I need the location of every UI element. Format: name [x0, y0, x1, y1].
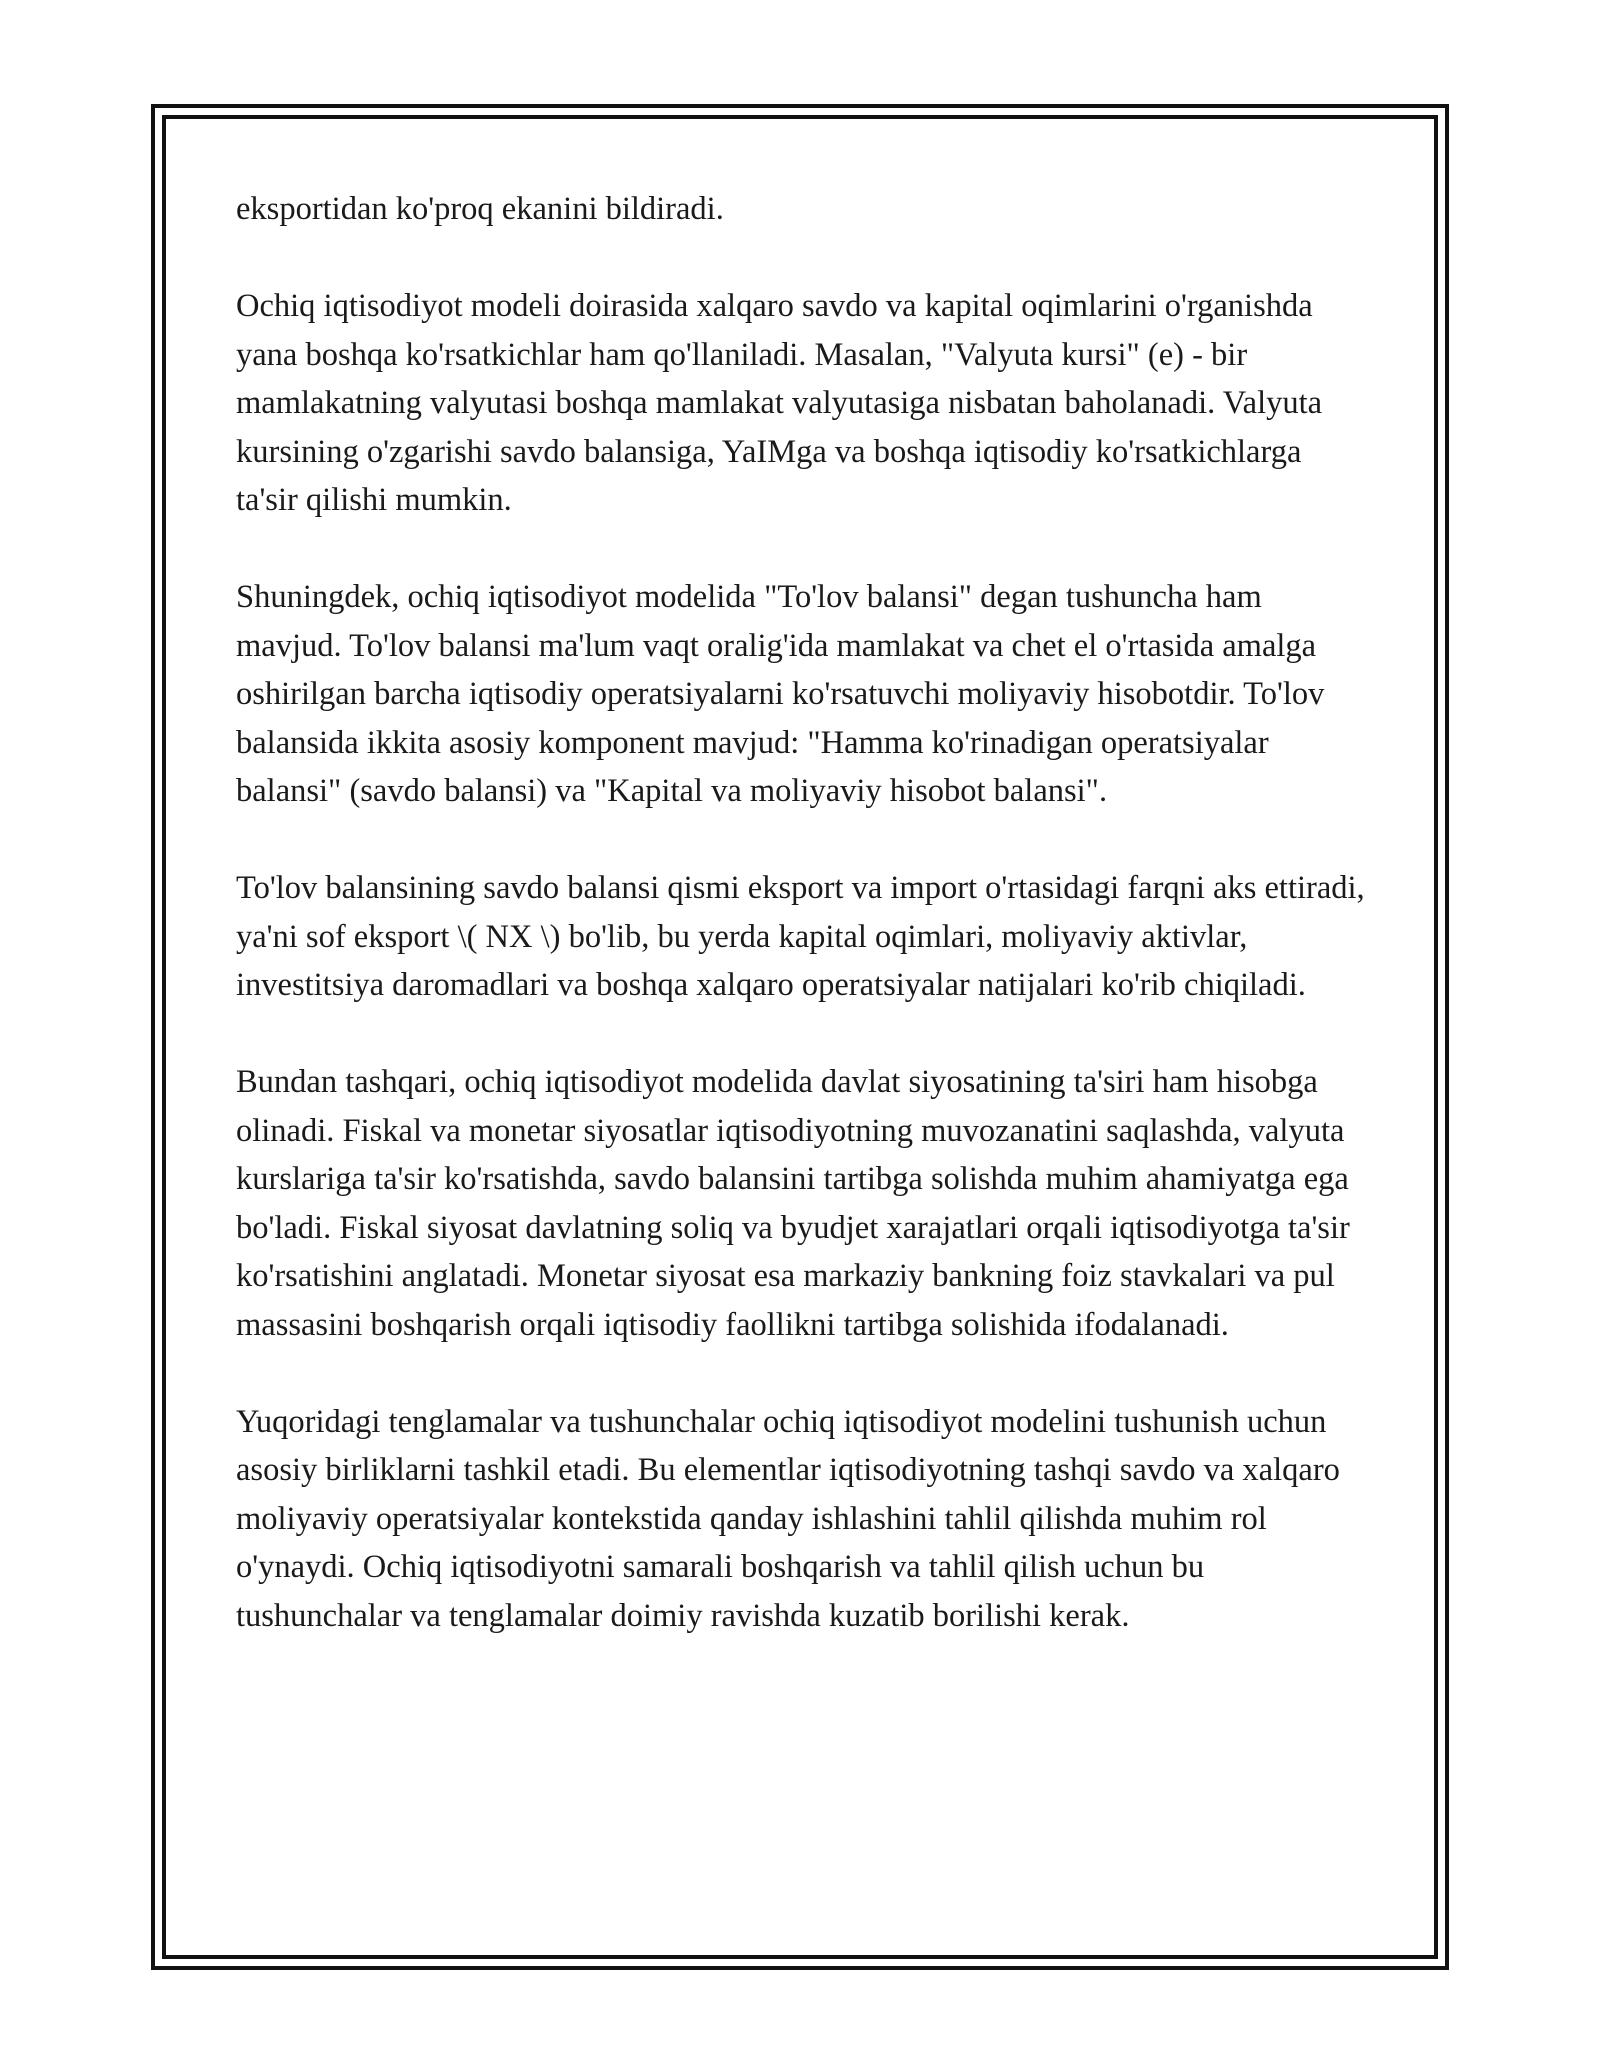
- paragraph-4: To'lov balansining savdo balansi qismi eksport va import o'rtasidagi farqni aks ettiradi, ya'ni sof eksport \( NX \) bo'lib, bu yerda kapital oqimlari, moliyaviy aktivlar, investitsiya daromadlari va boshqa xalqaro operatsiyalar natijalari ko'rib chiqiladi.: [236, 870, 1365, 1003]
- document-body: [236, 185, 1366, 1640]
- paragraph-6: Yuqoridagi tenglamalar va tushunchalar ochiq iqtisodiyot modelini tushunish uchun asosiy birliklarni tashkil etadi. Bu elementlar iqtisodiyotning tashqi savdo va xalqaro moliyaviy operatsiyalar kontekstida qanday ishlashini tahlil qilishda muhim rol o'ynaydi. Ochiq iqtisodiyotni samarali boshqarish va tahlil qilish uchun bu tushunchalar va tenglamalar doimiy ravishda kuzatib borilishi kerak.: [236, 1403, 1340, 1634]
- paragraph-1: eksportidan ko'proq ekanini bildiradi.: [236, 191, 724, 227]
- paragraph-5: Bundan tashqari, ochiq iqtisodiyot modelida davlat siyosatining ta'siri ham hisobga olinadi. Fiskal va monetar siyosatlar iqtisodiyotning muvozanatini saqlashda, valyuta kurslariga ta'sir ko'rsatishda, savdo balansini tartibga solishda muhim ahamiyatga ega bo'ladi. Fiskal siyosat davlatning soliq va byudjet xarajatlari orqali iqtisodiyotga ta'sir ko'rsatishini anglatadi. Monetar siyosat esa markaziy bankning foiz stavkalari va pul massasini boshqarish orqali iqtisodiy faollikni tartibga solishida ifodalanadi.: [236, 1064, 1350, 1343]
- paragraph-2: Ochiq iqtisodiyot modeli doirasida xalqaro savdo va kapital oqimlarini o'rganishda yana boshqa ko'rsatkichlar ham qo'llaniladi. Masalan, "Valyuta kursi" (e) - bir mamlakatning valyutasi boshqa mamlakat valyutasiga nisbatan baholanadi. Valyuta kursining o'zgarishi savdo balansiga, YaIMga va boshqa iqtisodiy ko'rsatkichlarga ta'sir qilishi mumkin.: [236, 288, 1323, 518]
- paragraph-3: Shuningdek, ochiq iqtisodiyot modelida "To'lov balansi" degan tushuncha ham mavjud. To'lov balansi ma'lum vaqt oralig'ida mamlakat va chet el o'rtasida amalga oshirilgan barcha iqtisodiy operatsiyalarni ko'rsatuvchi moliyaviy hisobotdir. To'lov balansida ikkita asosiy komponent mavjud: "Hamma ko'rinadigan operatsiyalar balansi" (savdo balansi) va "Kapital va moliyaviy hisobot balansi".: [236, 579, 1325, 809]
